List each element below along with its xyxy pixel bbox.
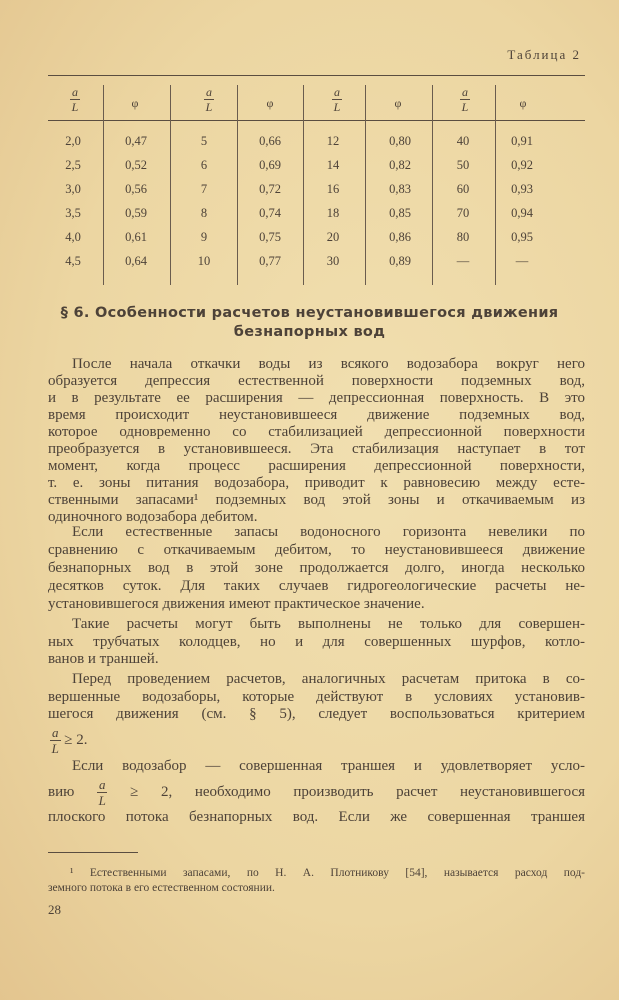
- table-column-divider: [237, 85, 238, 285]
- table-column-divider: [303, 85, 304, 285]
- text-line: десятков суток. Для таких случаев гидрогеологические расчеты не-: [48, 578, 585, 594]
- table-column-divider: [365, 85, 366, 285]
- fraction: [70, 86, 80, 113]
- cell-ratio: 12: [326, 134, 340, 148]
- text-segment: ≥ 2, необходимо производить расчет неустановившегося: [130, 784, 586, 800]
- text-line: одиночного водозабора дебитом.: [48, 509, 258, 525]
- cell-phi: 0,77: [259, 254, 281, 268]
- cell-ratio: 14: [326, 158, 340, 172]
- text-line: После начала откачки воды из всякого водозабора вокруг него: [72, 356, 585, 372]
- header-phi: φ: [131, 96, 139, 110]
- cell-phi: 0,66: [259, 134, 281, 148]
- cell-ratio: 10: [197, 254, 211, 268]
- fraction: [460, 86, 470, 113]
- fraction-denominator: L: [333, 100, 341, 114]
- text-line: которое одновременно со стабилизацией депрессионной поверхности: [48, 424, 585, 440]
- text-line: Перед проведением расчетов, аналогичных расчетам притока в со-: [72, 671, 585, 687]
- cell-phi: 0,64: [125, 254, 147, 268]
- text-line: установившегося движения имеют практическое значение.: [48, 596, 425, 612]
- cell-phi: 0,86: [389, 230, 411, 244]
- fraction-numerator: a: [98, 777, 106, 793]
- table-header-rule: [48, 120, 585, 121]
- cell-phi: 0,47: [125, 134, 147, 148]
- fraction-denominator: L: [71, 100, 79, 114]
- cell-ratio: 30: [326, 254, 340, 268]
- cell-phi: 0,85: [389, 206, 411, 220]
- criterion-relation: ≥ 2.: [64, 732, 88, 748]
- text-line: шегося движения (см. § 5), следует воспользоваться критерием: [48, 706, 585, 722]
- cell-ratio: 18: [326, 206, 340, 220]
- cell-ratio: 40: [456, 134, 470, 148]
- cell-phi: 0,59: [125, 206, 147, 220]
- header-ratio: [322, 86, 352, 120]
- cell-phi: 0,92: [511, 158, 533, 172]
- header-ratio: [60, 86, 90, 120]
- fraction-numerator: a: [334, 85, 340, 99]
- text-line: вершенные водозаборы, которые действуют в условиях установив-: [48, 688, 585, 705]
- fraction-numerator: a: [462, 85, 468, 99]
- fraction: [97, 778, 108, 807]
- text-line: т. е. зоны питания водозабора, приводит к равновесию между есте-: [48, 475, 585, 491]
- cell-ratio: 7: [200, 182, 208, 196]
- footnote-line: земного потока в его естественном состоянии.: [48, 882, 275, 894]
- text-line: ванов и траншей.: [48, 651, 159, 667]
- fraction: [204, 86, 214, 113]
- fraction-denominator: L: [205, 100, 213, 114]
- table-column-divider: [170, 85, 171, 285]
- table-caption: Таблица 2: [507, 47, 581, 62]
- header-ratio: [450, 86, 480, 120]
- text-line: и в результате ее расширения — депрессионная поверхность. В это: [48, 390, 585, 406]
- cell-ratio: 50: [456, 158, 470, 172]
- cell-phi: 0,91: [511, 134, 533, 148]
- cell-phi: 0,61: [125, 230, 147, 244]
- text-line: сравнению с откачиваемым дебитом, то неустановившееся движение: [48, 542, 585, 558]
- cell-phi: 0,74: [259, 206, 281, 220]
- text-line: плоского потока безнапорных вод. Если же совершенная траншея: [48, 809, 585, 825]
- header-ratio: [194, 86, 224, 120]
- text-line: безнапорных вод в этой зоне продолжается долго, иногда несколько: [48, 560, 585, 576]
- footnote-rule: [48, 852, 138, 853]
- cell-ratio: 80: [456, 230, 470, 244]
- cell-phi: 0,52: [125, 158, 147, 172]
- cell-phi: 0,56: [125, 182, 147, 196]
- cell-ratio: 5: [200, 134, 208, 148]
- table-column-divider: [103, 85, 104, 285]
- cell-phi: 0,89: [389, 254, 411, 268]
- text-line: преобразуется в установившееся. Эта стабилизация наступает в тот: [48, 441, 585, 457]
- fraction-numerator: a: [206, 85, 212, 99]
- fraction-denominator: L: [51, 741, 59, 757]
- fraction-denominator: L: [98, 793, 106, 809]
- text-line: ных трубчатых колодцев, но и для совершенных шурфов, котло-: [48, 633, 585, 650]
- section-heading-line-2: безнапорных вод: [233, 324, 386, 340]
- fraction: [332, 86, 342, 113]
- cell-ratio: —: [456, 254, 470, 268]
- cell-phi: 0,83: [389, 182, 411, 196]
- table-column-divider: [432, 85, 433, 285]
- text-line: момент, когда процесс расширения депрессионной поверхности,: [48, 458, 585, 474]
- cell-ratio: 20: [326, 230, 340, 244]
- cell-phi: 0,72: [259, 182, 281, 196]
- text-line: ственными запасами¹ подземных вод этой зоны и откачиваемым из: [48, 492, 585, 508]
- cell-ratio: 16: [326, 182, 340, 196]
- cell-phi: 0,93: [511, 182, 533, 196]
- cell-phi: 0,80: [389, 134, 411, 148]
- fraction-denominator: L: [461, 100, 469, 114]
- table-top-rule: [48, 75, 585, 76]
- cell-ratio: 6: [200, 158, 208, 172]
- cell-ratio: 4,0: [65, 230, 81, 244]
- cell-ratio: 8: [200, 206, 208, 220]
- table-column-divider: [495, 85, 496, 285]
- page-number: 28: [48, 902, 61, 917]
- section-heading-line-1: § 6. Особенности расчетов неустановившегося движения: [60, 305, 559, 321]
- cell-ratio: 3,0: [65, 182, 81, 196]
- text-segment: вию: [48, 784, 75, 800]
- cell-ratio: 60: [456, 182, 470, 196]
- cell-phi: 0,94: [511, 206, 533, 220]
- header-phi: φ: [394, 96, 402, 110]
- text-line: Такие расчеты могут быть выполнены не только для совершен-: [72, 616, 585, 632]
- cell-ratio: 3,5: [65, 206, 81, 220]
- cell-phi: 0,75: [259, 230, 281, 244]
- criterion-formula: [50, 725, 88, 757]
- text-line: Если водозабор — совершенная траншея и удовлетворяет усло-: [72, 758, 585, 774]
- text-line-with-fraction: [48, 777, 586, 809]
- text-line: время происходит неустановившееся движение подземных вод,: [48, 407, 585, 423]
- footnote-line: ¹ Естественными запасами, по Н. А. Плотникову [54], называется расход под-: [70, 867, 585, 879]
- cell-ratio: 4,5: [65, 254, 81, 268]
- text-line: образуется депрессия естественной поверхности подземных вод,: [48, 373, 585, 389]
- cell-ratio: 9: [200, 230, 208, 244]
- cell-ratio: 2,0: [65, 134, 81, 148]
- text-line: Если естественные запасы водоносного горизонта невелики по: [72, 524, 585, 540]
- header-phi: φ: [519, 96, 527, 110]
- cell-ratio: 70: [456, 206, 470, 220]
- fraction: [50, 726, 61, 755]
- cell-phi: 0,95: [511, 230, 533, 244]
- cell-phi: —: [515, 254, 529, 268]
- fraction-numerator: a: [72, 85, 78, 99]
- cell-phi: 0,69: [259, 158, 281, 172]
- cell-phi: 0,82: [389, 158, 411, 172]
- fraction-numerator: a: [52, 725, 59, 741]
- cell-ratio: 2,5: [65, 158, 81, 172]
- header-phi: φ: [266, 96, 274, 110]
